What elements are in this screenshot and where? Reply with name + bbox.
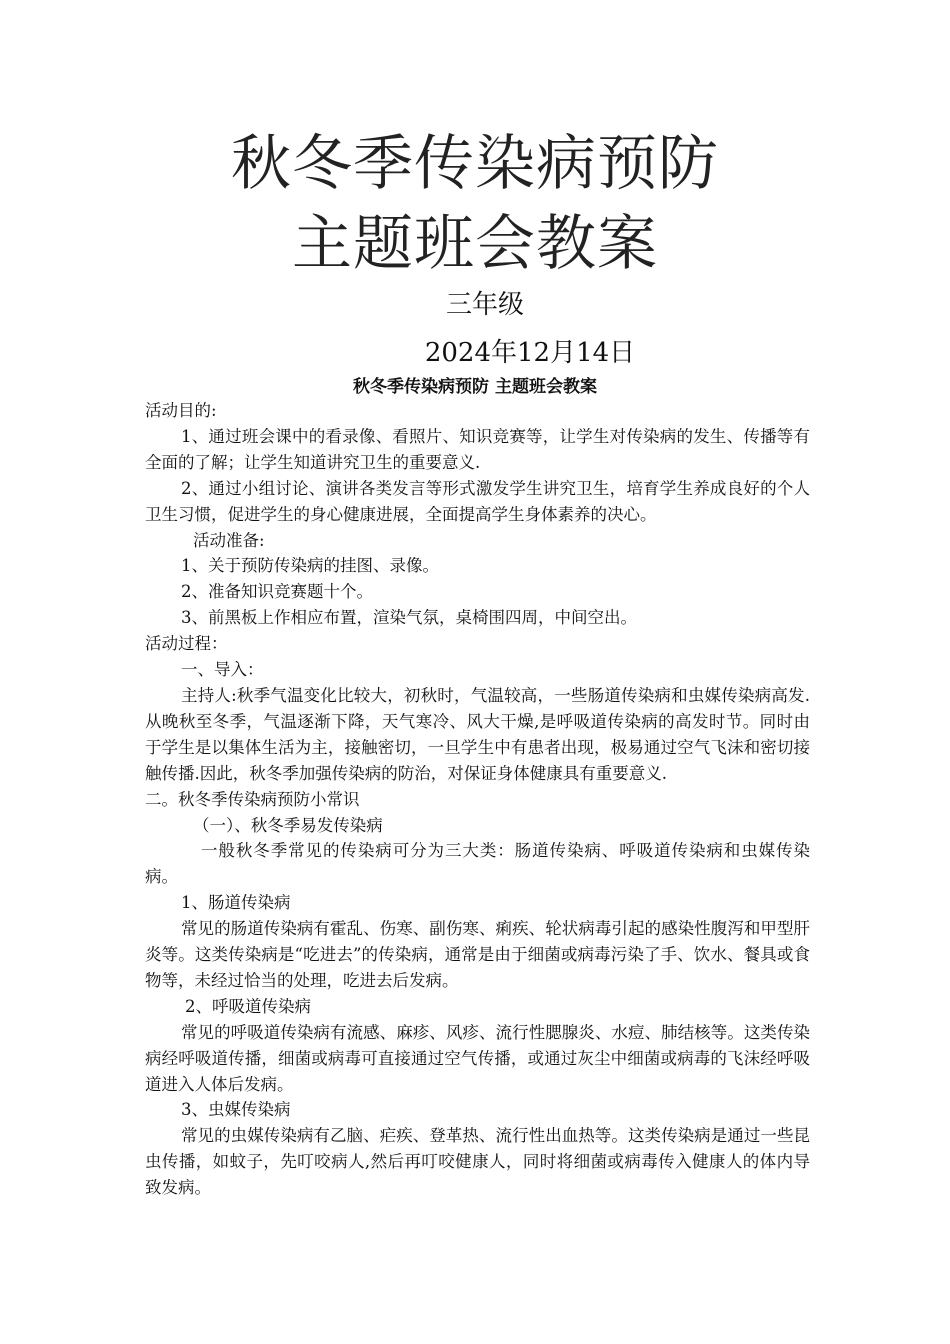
subheading: 2、呼吸道传染病 [185,996,311,1016]
grade-label: 三年级 [445,290,524,320]
subheading: （一）、秋冬季易发传染病 [193,815,383,835]
document-body [145,398,810,1201]
subheading: 1、肠道传染病 [181,893,291,913]
section-subtitle: 秋冬季传染病预防 主题班会教案 [353,377,597,397]
heading-activity-prep: 活动准备: [193,530,265,550]
heading-section-two: 二。秋冬季传染病预防小常识 [145,789,360,809]
paragraph: 一般秋冬季常见的传染病可分为三大类：肠道传染病、呼吸道传染病和虫媒传染病。 [145,841,810,887]
heading-intro: 一、导入： [181,660,264,680]
heading-activity-goal: 活动目的: [145,401,217,420]
paragraph: 主持人:秋季气温变化比较大，初秋时，气温较高，一些肠道传染病和虫媒传染病高发.从晚秋至冬季，气温逐渐下降，天气寒冷、风大干燥,是呼吸道传染病的高发时节。同时由于学生是以集体生活为主，接触密切，一旦学生中有患者出现，极易通过空气飞沫和密切接触传播.因此，秋冬季加强传染病的防治，对保证身体健康具有重要意义. [145,685,810,783]
document-title-line-2: 主题班会教案 [292,209,658,279]
paragraph: 常见的虫媒传染病有乙脑、疟疾、登革热、流行性出血热等。这类传染病是通过一些昆虫传播，如蚊子，先叮咬病人,然后再叮咬健康人，同时将细菌或病毒传入健康人的体内导致发病。 [145,1126,810,1198]
paragraph: 2、通过小组讨论、演讲各类发言等形式激发学生讲究卫生，培育学生养成良好的个人卫生习惯，促进学生的身心健康进展，全面提高学生身体素养的决心。 [145,478,810,524]
paragraph: 常见的肠道传染病有霍乱、伤寒、副伤寒、痢疾、轮状病毒引起的感染性腹泻和甲型肝炎等。这类传染病是“吃进去”的传染病，通常是由于细菌或病毒污染了手、饮水、餐具或食物等，未经过恰当的处理，吃进去后发病。 [145,919,810,990]
list-item: 1、关于预防传染病的挂图、录像。 [181,556,439,576]
heading-activity-process: 活动过程： [145,634,228,654]
date-label: 2024年12月14日 [424,338,636,368]
document-title-line-1: 秋冬季传染病预防 [231,129,719,199]
subheading: 3、虫媒传染病 [181,1100,291,1120]
paragraph: 1、通过班会课中的看录像、看照片、知识竞赛等，让学生对传染病的发生、传播等有全面的了解；让学生知道讲究卫生的重要意义. [145,426,810,472]
list-item: 2、准备知识竞赛题十个。 [181,582,373,602]
list-item: 3、前黑板上作相应布置，渲染气氛，桌椅围四周，中间空出。 [181,608,637,628]
paragraph: 常见的呼吸道传染病有流感、麻疹、风疹、流行性腮腺炎、水痘、肺结核等。这类传染病经呼吸道传播，细菌或病毒可直接通过空气传播，或通过灰尘中细菌或病毒的飞沫经呼吸道进入人体后发病。 [145,1022,810,1094]
